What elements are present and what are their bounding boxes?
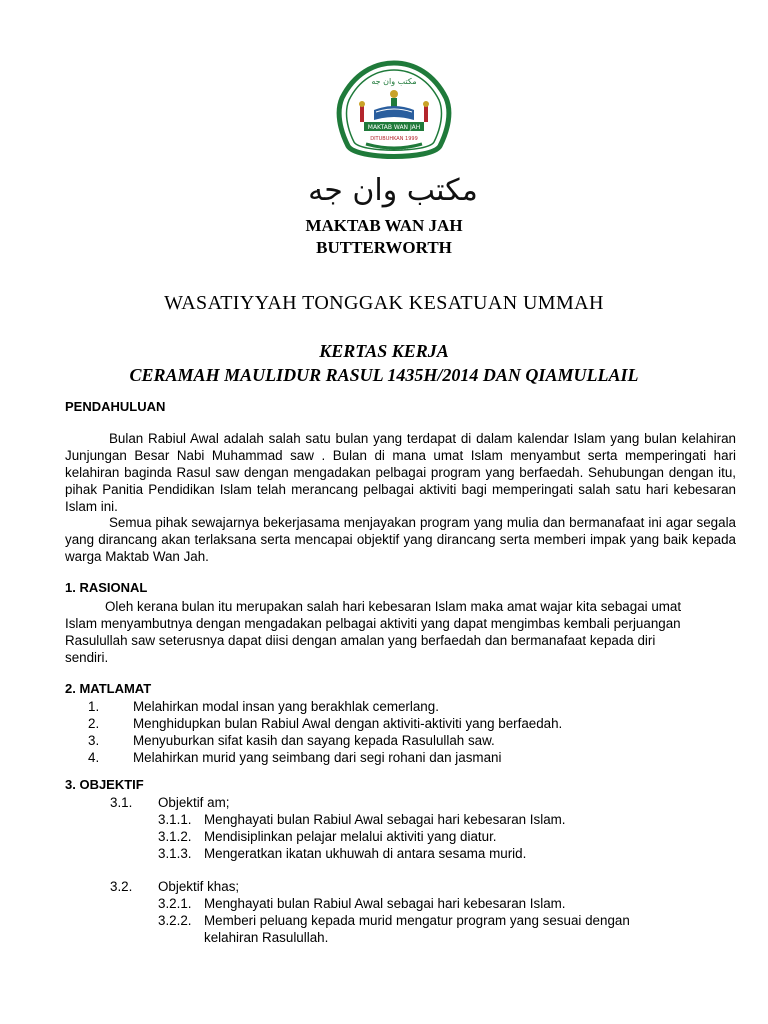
list-text: Menghayati bulan Rabiul Awal sebagai hari kebesaran Islam. bbox=[204, 896, 566, 911]
paragraph-text: Semua pihak sewajarnya bekerjasama menjayakan program yang mulia dan bermanafaat ini agar segala yang dirancang akan terlaksana serta mencapai objektif yang dirancang serta memberi impak yang baik kepada warga Maktab Wan Jah. bbox=[65, 515, 736, 564]
list-number: 3. bbox=[88, 733, 100, 748]
paragraph-pendahuluan-2 bbox=[65, 514, 736, 565]
list-text: kelahiran Rasulullah. bbox=[204, 930, 329, 945]
section-heading-pendahuluan: PENDAHULUAN bbox=[65, 399, 166, 414]
list-text: Menghidupkan bulan Rabiul Awal dengan aktiviti-aktiviti yang berfaedah. bbox=[133, 716, 563, 731]
list-text: Objektif am; bbox=[158, 795, 230, 810]
svg-text:مكتب وان جه: مكتب وان جه bbox=[308, 173, 478, 208]
list-text: Objektif khas; bbox=[158, 879, 240, 894]
svg-text:MAKTAB WAN JAH: MAKTAB WAN JAH bbox=[367, 124, 421, 131]
list-number: 2. bbox=[88, 716, 100, 731]
svg-text:DITUBUHKAN 1999: DITUBUHKAN 1999 bbox=[370, 136, 418, 142]
calligraphy-mark bbox=[308, 166, 478, 212]
list-number: 4. bbox=[88, 750, 100, 765]
list-text: Melahirkan modal insan yang berakhlak cemerlang. bbox=[133, 699, 439, 714]
list-text: Menghayati bulan Rabiul Awal sebagai hari kebesaran Islam. bbox=[204, 812, 566, 827]
list-number: 3.2. bbox=[110, 879, 133, 894]
svg-text:مكتب وان جه: مكتب وان جه bbox=[371, 77, 417, 86]
document-type: KERTAS KERJA bbox=[319, 341, 449, 361]
list-number: 3.1. bbox=[110, 795, 133, 810]
list-number: 3.2.1. bbox=[158, 896, 192, 911]
list-number: 3.1.2. bbox=[158, 829, 192, 844]
section-heading-rasional: 1. RASIONAL bbox=[65, 580, 148, 595]
list-text: Menyuburkan sifat kasih dan sayang kepada Rasulullah saw. bbox=[133, 733, 495, 748]
svg-text:Ilmu & Iman: Ilmu & Iman bbox=[380, 147, 408, 152]
school-name: MAKTAB WAN JAH bbox=[305, 216, 463, 235]
school-location: BUTTERWORTH bbox=[316, 238, 452, 257]
paragraph-text: Oleh kerana bulan itu merupakan salah hari kebesaran Islam maka amat wajar kita sebagai umat Islam menyambutnya dengan mengadakan pelbagai aktiviti yang dapat mengimbas kembali perjuangan Rasulullah saw seterusnya dapat diisi dengan amalan yang berfaedah dan bermanafaat kepada diri sendiri. bbox=[65, 599, 682, 665]
document-title: CERAMAH MAULIDUR RASUL 1435H/2014 DAN QIAMULLAIL bbox=[129, 365, 639, 385]
list-number: 3.1.3. bbox=[158, 846, 192, 861]
list-text: Memberi peluang kepada murid mengatur program yang sesuai dengan bbox=[204, 913, 630, 928]
paragraph-pendahuluan-1 bbox=[65, 430, 736, 515]
list-number: 1. bbox=[88, 699, 100, 714]
list-text: Melahirkan murid yang seimbang dari segi rohani dan jasmani bbox=[133, 750, 502, 765]
list-text: Mengeratkan ikatan ukhuwah di antara sesama murid. bbox=[204, 846, 527, 861]
paragraph-rasional bbox=[65, 598, 685, 666]
theme-title: WASATIYYAH TONGGAK KESATUAN UMMAH bbox=[164, 292, 604, 314]
section-heading-matlamat: 2. MATLAMAT bbox=[65, 681, 152, 696]
list-number: 3.2.2. bbox=[158, 913, 192, 928]
list-text: Mendisiplinkan pelajar melalui aktiviti yang diatur. bbox=[204, 829, 497, 844]
section-heading-objektif: 3. OBJEKTIF bbox=[65, 777, 144, 792]
list-number: 3.1.1. bbox=[158, 812, 192, 827]
school-crest-icon bbox=[336, 60, 452, 164]
paragraph-text: Bulan Rabiul Awal adalah salah satu bulan yang terdapat di dalam kalendar Islam yang bulan kelahiran Junjungan Besar Nabi Muhammad saw . Bulan di mana umat Islam menyambut serta memperingati hari kelahiran baginda Rasul saw dengan mengadakan pelbagai program yang berfaedah. Sehubungan dengan itu, pihak Panitia Pendidikan Islam telah merancang pelbagai aktiviti bagi memperingati salah satu hari kebesaran Islam ini. bbox=[65, 431, 736, 514]
